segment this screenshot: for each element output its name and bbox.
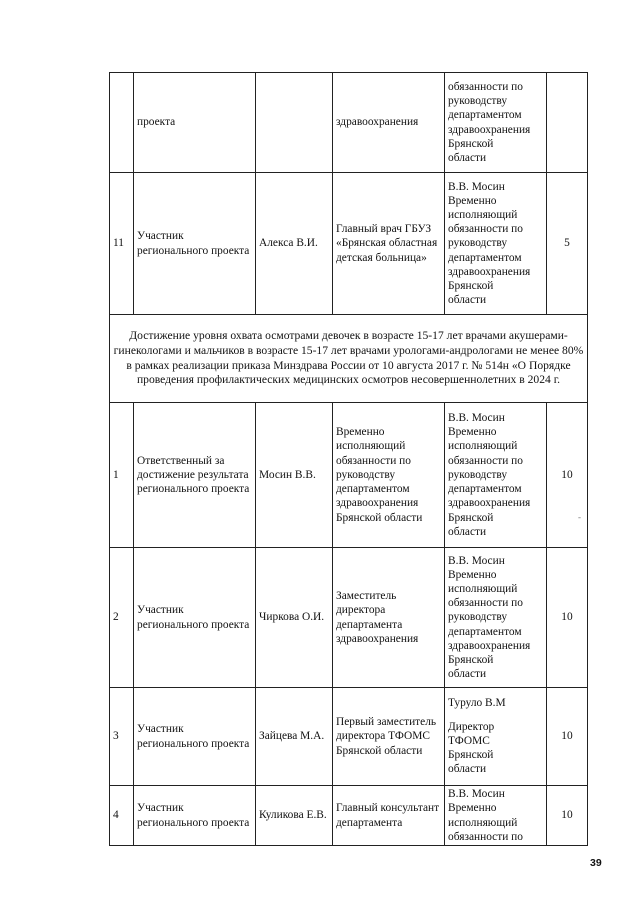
name-cell: Мосин В.В. bbox=[256, 403, 333, 548]
score-cell: 10 bbox=[547, 403, 588, 548]
table-row bbox=[110, 786, 588, 846]
supervisor-line: департаментом bbox=[448, 109, 522, 122]
supervisor-line: департаментом bbox=[448, 625, 522, 638]
supervisor-line: Директор bbox=[448, 720, 495, 733]
role-cell: Ответственный за достижение результата регионального проекта bbox=[134, 403, 256, 548]
score-cell bbox=[547, 73, 588, 173]
section-banner: Достижение уровня охвата осмотрами девочек в возрасте 15-17 лет врачами акушерами-гинекологами и мальчиков в возрасте 15-17 лет врачами урологами-андрологами не менее 80% в рамках реализации приказа Минздрава России от 10 августа 2017 г. № 514н «О Порядке проведения профилактических медицинских осмотров несовершеннолетних в 2024 г. bbox=[110, 315, 588, 403]
supervisor-cell bbox=[445, 403, 547, 548]
row-number: 1 bbox=[110, 403, 134, 548]
supervisor-line: обязанности по bbox=[448, 223, 523, 236]
row-number: 3 bbox=[110, 688, 134, 786]
name-cell bbox=[256, 73, 333, 173]
name-cell: Алекса В.И. bbox=[256, 173, 333, 315]
row-number: 4 bbox=[110, 786, 134, 846]
supervisor-line: В.В. Мосин bbox=[448, 412, 505, 425]
supervisor-line: Брянской bbox=[448, 654, 494, 666]
score-cell: 10 bbox=[547, 688, 588, 786]
supervisor-line: Временно bbox=[448, 568, 497, 581]
name-cell: Зайцева М.А. bbox=[256, 688, 333, 786]
supervisor-line: Брянской bbox=[448, 749, 494, 762]
row-number bbox=[110, 73, 134, 173]
supervisor-cell bbox=[445, 548, 547, 688]
role-cell: Участник регионального проекта bbox=[134, 688, 256, 786]
table-row bbox=[110, 548, 588, 688]
supervisor-line: департаментом bbox=[448, 483, 522, 496]
position-cell: Главный врач ГБУЗ «Брянская областная детская больница» bbox=[333, 173, 445, 315]
score-cell: 5 bbox=[547, 173, 588, 315]
score-cell: 10 bbox=[547, 786, 588, 846]
supervisor-line: Брянской bbox=[448, 511, 494, 524]
supervisor-line: Брянской bbox=[448, 137, 494, 150]
score-cell: 10 bbox=[547, 548, 588, 688]
supervisor-line: Временно bbox=[448, 802, 497, 815]
role-cell: Участник регионального проекта bbox=[134, 173, 256, 315]
role-cell: Участник регионального проекта bbox=[134, 786, 256, 846]
supervisor-line: области bbox=[448, 525, 487, 538]
supervisor-line: Временно bbox=[448, 426, 497, 439]
position-cell: Заместитель директора департамента здравоохранения bbox=[333, 548, 445, 688]
page-number: 39 bbox=[590, 857, 602, 869]
supervisor-line: исполняющий bbox=[448, 440, 518, 453]
position-cell: здравоохранения bbox=[333, 73, 445, 173]
supervisor-line: исполняющий bbox=[448, 816, 518, 829]
supervisor-line: обязанности по bbox=[448, 454, 523, 467]
position-cell: Главный консультант департамента bbox=[333, 786, 445, 846]
supervisor-line: области bbox=[448, 294, 487, 307]
supervisor-line: обязанности по bbox=[448, 830, 523, 843]
participants-table bbox=[109, 72, 588, 846]
supervisor-line: исполняющий bbox=[448, 208, 518, 221]
supervisor-line: здравоохранения bbox=[448, 497, 531, 510]
supervisor-line: руководству bbox=[448, 95, 508, 108]
section-banner-row bbox=[110, 315, 588, 403]
supervisor-cell bbox=[445, 786, 547, 846]
supervisor-line: Брянской bbox=[448, 280, 494, 292]
supervisor-cell bbox=[445, 73, 547, 173]
scan-artifact: - bbox=[578, 512, 581, 522]
supervisor-line: исполняющий bbox=[448, 582, 518, 595]
table-row bbox=[110, 688, 588, 786]
supervisor-line: области bbox=[448, 151, 487, 164]
supervisor-line: В.В. Мосин bbox=[448, 554, 505, 567]
supervisor-cell bbox=[445, 688, 547, 786]
supervisor-line: здравоохранения bbox=[448, 123, 531, 136]
table-row bbox=[110, 403, 588, 548]
name-cell: Чиркова О.И. bbox=[256, 548, 333, 688]
supervisor-line: Временно bbox=[448, 194, 497, 207]
supervisor-line: департаментом bbox=[448, 251, 522, 264]
table-row bbox=[110, 73, 588, 173]
supervisor-line: здравоохранения bbox=[448, 639, 531, 652]
supervisor-cell bbox=[445, 173, 547, 315]
position-cell: Временно исполняющий обязанности по руководству департаментом здравоохранения Брянской области bbox=[333, 403, 445, 548]
supervisor-line: области bbox=[448, 668, 487, 681]
supervisor-line: обязанности по bbox=[448, 597, 523, 610]
supervisor-line: области bbox=[448, 763, 487, 776]
supervisor-line: руководству bbox=[448, 611, 508, 624]
spacer bbox=[448, 711, 543, 720]
supervisor-line: В.В. Мосин bbox=[448, 788, 505, 801]
supervisor-line: обязанности по bbox=[448, 80, 523, 93]
supervisor-line: В.В. Мосин bbox=[448, 180, 505, 193]
supervisor-line: ТФОМС bbox=[448, 734, 490, 747]
row-number: 2 bbox=[110, 548, 134, 688]
supervisor-line: руководству bbox=[448, 237, 508, 250]
supervisor-name: Туруло В.М bbox=[448, 697, 506, 710]
role-cell: проекта bbox=[134, 73, 256, 173]
supervisor-line: здравоохранения bbox=[448, 265, 531, 278]
row-number: 11 bbox=[110, 173, 134, 315]
position-cell: Первый заместитель директора ТФОМС Брянской области bbox=[333, 688, 445, 786]
name-cell: Куликова Е.В. bbox=[256, 786, 333, 846]
table-row bbox=[110, 173, 588, 315]
role-cell: Участник регионального проекта bbox=[134, 548, 256, 688]
supervisor-line: руководству bbox=[448, 468, 508, 481]
